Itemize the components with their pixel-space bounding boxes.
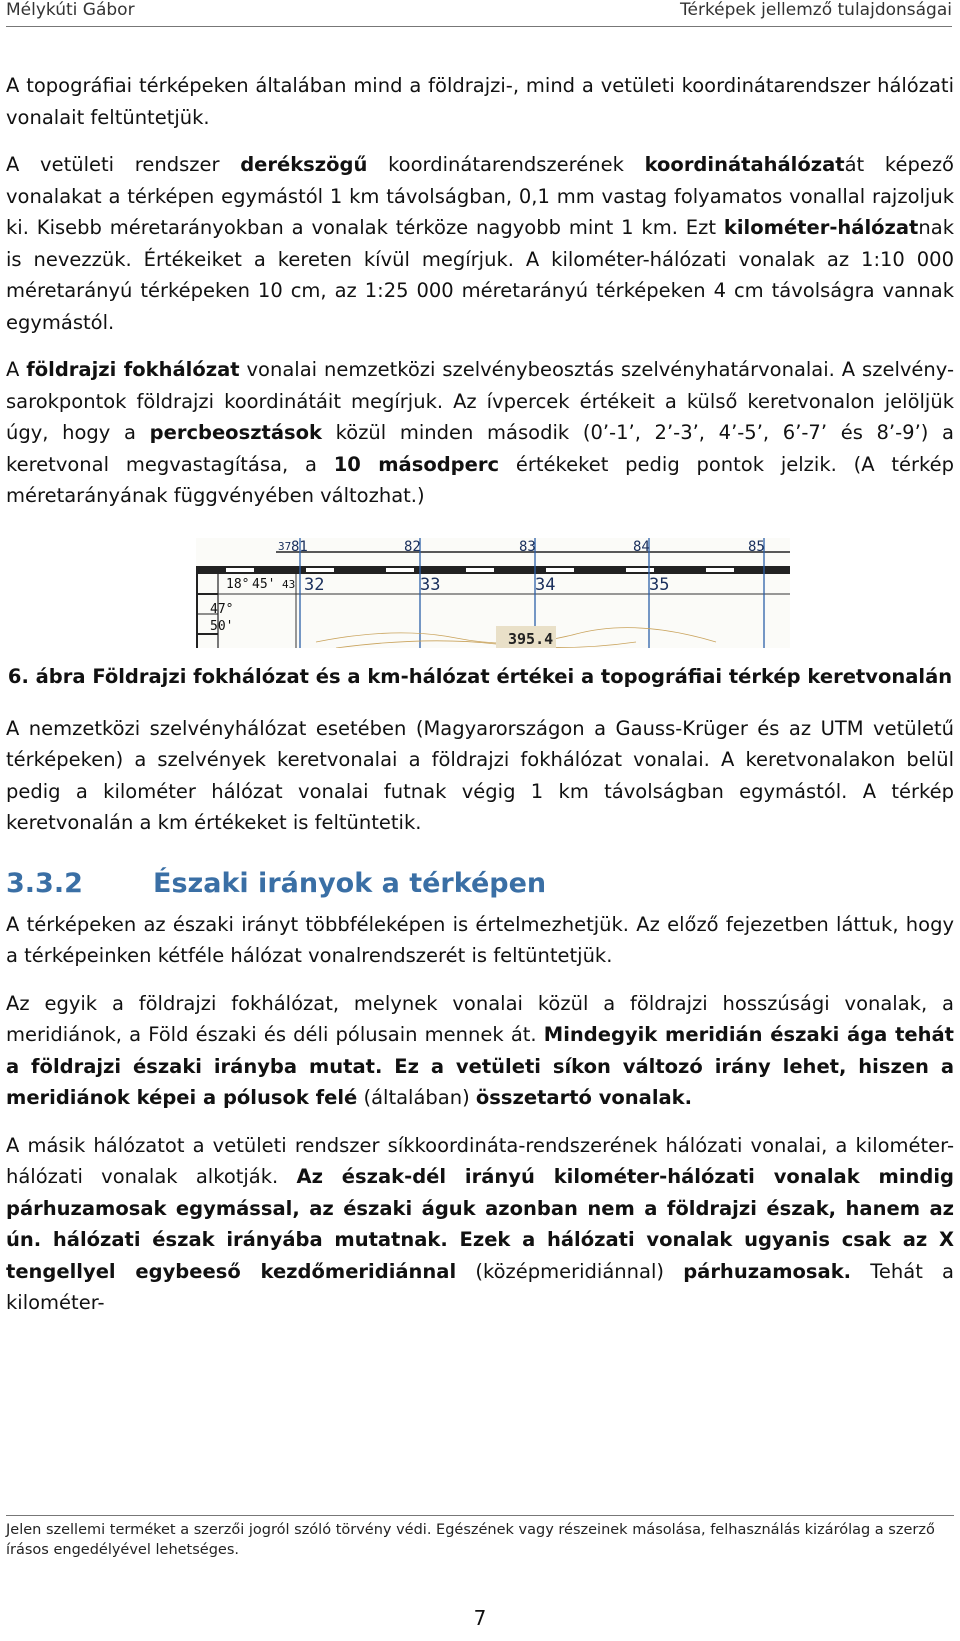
bold-run-3: párhuzamosak.	[683, 1259, 852, 1283]
figure-caption: 6. ábra Földrajzi fokhálózat és a km-hálózat értékei a topográfiai térkép keretvonalán	[7, 664, 953, 688]
map-label-lon-deg: 47°	[210, 601, 234, 617]
section-title: Északi irányok a térképen	[153, 867, 547, 899]
map-label-lat-deg: 18°	[226, 576, 250, 592]
paragraph-5: A térképeken az északi irányt többféleképen is értelmezhetjük. Az előző fejezetben láttuk, hogy a térképeinken kétféle hálózat vonalrendszerét is feltüntetjük.	[6, 912, 954, 967]
bold-run-5: kilométer-hálózat	[723, 216, 919, 239]
section-number: 3.3.2	[6, 867, 83, 899]
paragraph-2	[6, 149, 954, 338]
map-label-inner-34: 34	[535, 574, 556, 595]
bold-run-5: 10 másodperc	[333, 452, 500, 476]
paragraph-6	[6, 988, 954, 1114]
map-label-top-83: 83	[519, 538, 536, 555]
bold-run-1: derékszögű	[240, 153, 368, 176]
page-footer: Jelen szellemi terméket a szerzői jogról szóló törvény védi. Egészének vagy részeinek másolása, felhasználás kizárólag a szerző írásos engedélyével lehetséges.	[6, 1515, 954, 1560]
text-run-0: Az egyik a földrajzi fokhálózat, melynek vonalai közül a földrajzi hosszúsági vonalak, a meridiánok, a Föld északi és déli pólusain mennek át.	[6, 991, 954, 1046]
map-label-top-84: 84	[633, 538, 650, 555]
text-run-6: értékeket pedig pontok jelzik. (A térkép méretarányának függvényében változhat.)	[6, 452, 954, 507]
text-run-4: át képező vonalakat a térképen egymástól 1 km távolságban, 0,1 mm vastag folyamatos vonallal rajzoljuk ki. Kisebb méretarányokban a vonalak térköze nagyobb mint 1 km. Ezt	[6, 153, 954, 239]
text-run-4: Tehát a kilométer-	[6, 1259, 954, 1314]
map-label-inner-35: 35	[649, 574, 670, 595]
text-run-2: koordinátarendszerének	[367, 153, 645, 176]
bold-run-3: összetartó vonalak.	[475, 1086, 693, 1109]
paragraph-4: A nemzetközi szelvényhálózat esetében (Magyarországon a Gauss-Krüger és az UTM vetületű térképeken) a szelvények keretvonalai a földrajzi fokhálózat vonalai. A keretvonalakon belül pedig a kilométer hálózat vonalai futnak végig 1 km távolságban egymástól. A térkép keretvonalán a km értékeket is feltüntetik.	[6, 716, 954, 834]
text-run-4: közül minden második (0’-1’, 2’-3’, 4’-5’, 6’-7’ és 8’-9’) a keretvonal megvastagítása, a	[6, 421, 954, 476]
text-run-0: A	[6, 358, 27, 381]
page-header	[6, 0, 952, 27]
map-label-inner-33: 33	[420, 574, 441, 595]
text-run-2: vonalai nemzetközi szelvénybeosztás szelvényhatárvonalai. A szelvény-sarokpontok földrajzi koordinátáit megírjuk. Az ívpercek értékeit a külső keretvonalon jelöljük úgy, hogy a	[6, 358, 954, 444]
bold-run-3: koordinátahálózat	[644, 153, 845, 176]
page-body	[6, 70, 954, 1319]
map-label-top-85: 85	[748, 538, 765, 555]
section-heading	[6, 859, 954, 909]
bold-run-3: percbeosztások	[149, 421, 322, 444]
map-label-inner-32: 32	[304, 574, 325, 595]
header-author: Mélykúti Gábor	[6, 0, 135, 20]
header-title: Térképek jellemző tulajdonságai	[680, 0, 952, 20]
map-frame-figure	[196, 538, 790, 648]
map-label-lat-min: 45'	[252, 576, 276, 592]
text-run-0: A vetületi rendszer	[6, 153, 241, 176]
text-run-2: (középmeridiánnal)	[456, 1259, 684, 1283]
paragraph-3	[6, 354, 954, 512]
bold-run-1: Az észak-dél irányú kilométer-hálózati vonalak mindig párhuzamosak egymással, az északi águk azonban nem a földrajzi észak, hanem az ún. hálózati észak irányába mutatnak. Ezek a hálózati vonalak ugyanis csak az X tengellyel egybeeső kezdőmeridiánnal	[6, 1165, 954, 1283]
map-label-lon-min: 50'	[210, 618, 234, 634]
text-run-0: A másik hálózatot a vetületi rendszer síkkoordináta-rendszerének hálózati vonalai, a kilométer-hálózati vonalak alkotják.	[6, 1133, 954, 1188]
map-label-top-82: 82	[404, 538, 421, 555]
map-spot-height: 395.4	[508, 629, 554, 648]
paragraph-7	[6, 1130, 954, 1319]
bold-run-1: földrajzi fokhálózat	[26, 358, 240, 381]
paragraph-1: A topográfiai térképeken általában mind a földrajzi-, mind a vetületi koordinátarendszer hálózati vonalait feltüntetjük.	[6, 74, 954, 129]
bold-run-1: Mindegyik meridián északi ága tehát a földrajzi északi irányba mutat. Ez a vetületi síkon változó irány lehet, hiszen a meridiánok képei a pólusok felé	[6, 1023, 954, 1109]
map-label-top-81: 81	[291, 538, 308, 555]
text-run-2: (általában)	[357, 1086, 476, 1109]
map-label-top-small: 37	[278, 539, 292, 553]
map-label-lat-sec: 43	[282, 577, 296, 591]
figure-6	[6, 538, 954, 656]
text-run-6: nak is nevezzük. Értékeiket a kereten kívül megírjuk. A kilométer-hálózati vonalak az 1:10 000 méretarányú térképeken 10 cm, az 1:25 000 méretarányú térképeken 4 cm távolságra vannak egymástól.	[6, 216, 954, 334]
page-number: 7	[473, 1606, 487, 1630]
